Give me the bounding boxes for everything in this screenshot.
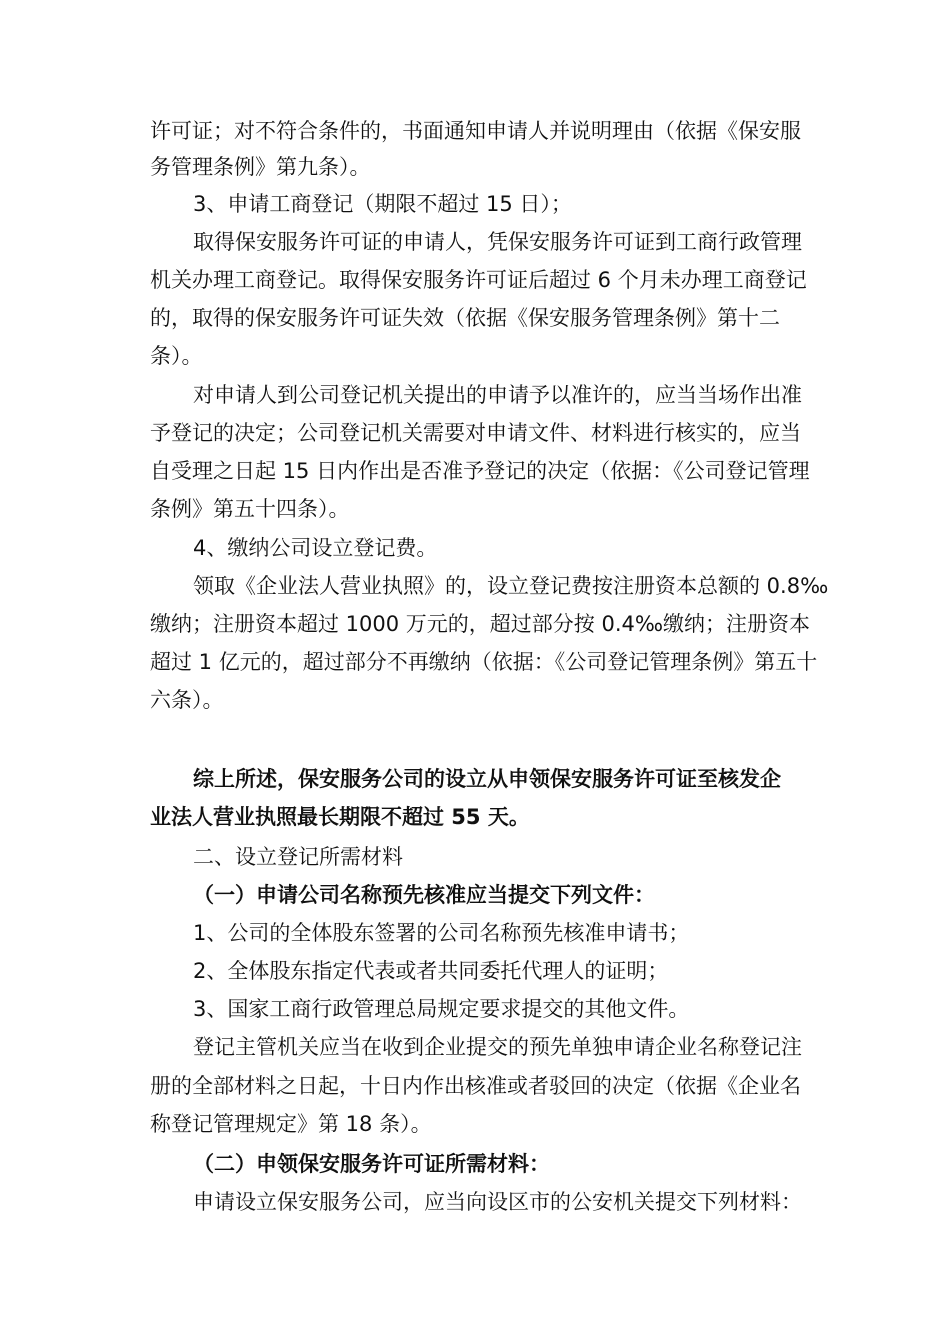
paragraph-line-15: 超过 1 亿元的，超过部分不再缴纳（依据：《公司登记管理条例》第五十	[150, 650, 818, 674]
paragraph-line-28: 申请设立保安服务公司，应当向设区市的公安机关提交下列材料：	[193, 1190, 802, 1214]
paragraph-line-16: 六条）。	[150, 688, 224, 712]
paragraph-line-25: 册的全部材料之日起，十日内作出核准或者驳回的决定（依据《企业名	[150, 1074, 801, 1098]
subsection-heading-1: （一）申请公司名称预先核准应当提交下列文件：	[193, 883, 655, 907]
section-heading-4: 4、缴纳公司设立登记费。	[193, 536, 438, 560]
paragraph-line-11: 条例》第五十四条）。	[150, 497, 350, 521]
paragraph-line-7: 条）。	[150, 344, 203, 368]
paragraph-line-4: 取得保安服务许可证的申请人，凭保安服务许可证到工商行政管理	[193, 230, 802, 254]
paragraph-line-8: 对申请人到公司登记机关提出的申请予以准许的，应当当场作出准	[193, 383, 802, 407]
list-item-2: 2、全体股东指定代表或者共同委托代理人的证明；	[193, 959, 669, 983]
paragraph-line-13: 领取《企业法人营业执照》的，设立登记费按注册资本总额的 0.8‰	[193, 574, 829, 598]
section-title-materials: 二、设立登记所需材料	[193, 845, 403, 869]
paragraph-line-2: 务管理条例》第九条）。	[150, 155, 371, 179]
paragraph-line-9: 予登记的决定；公司登记机关需要对申请文件、材料进行核实的，应当	[150, 421, 801, 445]
paragraph-line-14: 缴纳；注册资本超过 1000 万元的，超过部分按 0.4‰缴纳；注册资本	[150, 612, 811, 636]
paragraph-line-6: 的，取得的保安服务许可证失效（依据《保安服务管理条例》第十二	[150, 306, 780, 330]
paragraph-line-5: 机关办理工商登记。取得保安服务许可证后超过 6 个月未办理工商登记	[150, 268, 807, 292]
list-item-1: 1、公司的全体股东签署的公司名称预先核准申请书；	[193, 921, 690, 945]
subsection-heading-2: （二）申领保安服务许可证所需材料：	[193, 1152, 550, 1176]
paragraph-line-26: 称登记管理规定》第 18 条）。	[150, 1112, 432, 1136]
section-heading-3: 3、申请工商登记（期限不超过 15 日）；	[193, 192, 572, 216]
list-item-3: 3、国家工商行政管理总局规定要求提交的其他文件。	[193, 997, 690, 1021]
paragraph-line-1: 许可证；对不符合条件的，书面通知申请人并说明理由（依据《保安服	[150, 119, 801, 143]
summary-line-1: 综上所述，保安服务公司的设立从申领保安服务许可证至核发企	[193, 767, 781, 791]
summary-line-2: 业法人营业执照最长期限不超过 55 天。	[150, 805, 530, 829]
paragraph-line-10: 自受理之日起 15 日内作出是否准予登记的决定（依据：《公司登记管理	[150, 459, 810, 483]
paragraph-line-24: 登记主管机关应当在收到企业提交的预先单独申请企业名称登记注	[193, 1035, 802, 1059]
